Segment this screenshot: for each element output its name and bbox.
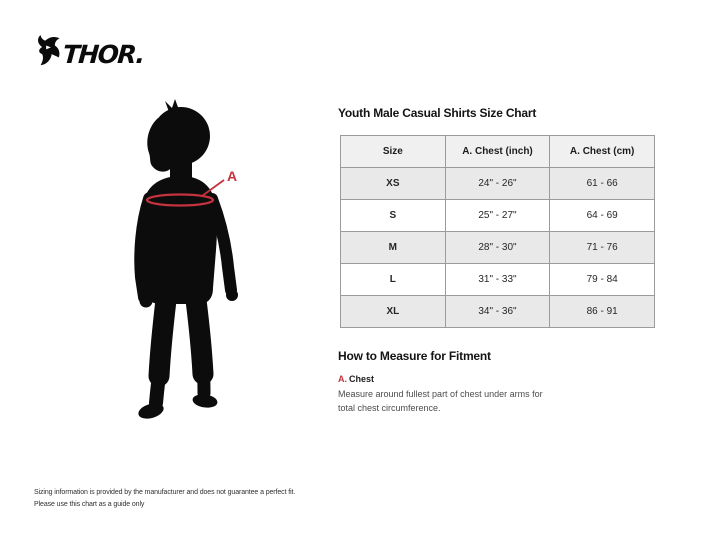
youth-body-silhouette xyxy=(137,99,238,421)
chest-inch-value: 34" - 36" xyxy=(445,296,550,328)
chest-cm-value: 86 - 91 xyxy=(550,296,655,328)
measure-label: Chest xyxy=(349,374,375,384)
thor-wordmark: THOR. xyxy=(61,39,145,69)
chest-inch-value: 28" - 30" xyxy=(445,232,550,264)
col-header-chest-cm: A. Chest (cm) xyxy=(550,136,655,168)
col-header-chest-inch: A. Chest (inch) xyxy=(445,136,550,168)
chest-inch-value: 25" - 27" xyxy=(445,200,550,232)
size-value: M xyxy=(341,232,446,264)
size-value: XL xyxy=(341,296,446,328)
disclaimer xyxy=(34,487,295,511)
measure-description: Measure around fullest part of chest under arms for total chest circumference. xyxy=(338,389,543,413)
measurement-label-a: A xyxy=(227,168,238,184)
table-header-row xyxy=(341,136,655,168)
col-header-size: Size xyxy=(341,136,446,168)
chest-cm-value: 79 - 84 xyxy=(550,264,655,296)
chest-cm-value: 71 - 76 xyxy=(550,232,655,264)
size-value: S xyxy=(341,200,446,232)
size-value: XS xyxy=(341,168,446,200)
size-chart-table xyxy=(340,135,655,328)
measure-key: A. xyxy=(338,374,347,384)
table-row xyxy=(341,296,655,328)
chest-cm-value: 61 - 66 xyxy=(550,168,655,200)
size-chart-title: Youth Male Casual Shirts Size Chart xyxy=(338,106,537,120)
table-row xyxy=(341,264,655,296)
disclaimer-line-1: Sizing information is provided by the manufacturer and does not guarantee a perfect fit. xyxy=(34,489,296,496)
table-row xyxy=(341,232,655,264)
disclaimer-line-2: Please use this chart as a guide only xyxy=(34,500,145,508)
measure-key-line xyxy=(338,374,558,384)
youth-silhouette xyxy=(0,0,300,540)
measure-guide-title: How to Measure for Fitment xyxy=(338,349,491,363)
table-row xyxy=(341,200,655,232)
measure-guide-item xyxy=(338,374,558,415)
size-value: L xyxy=(341,264,446,296)
chest-cm-value: 64 - 69 xyxy=(550,200,655,232)
chest-inch-value: 31" - 33" xyxy=(445,264,550,296)
table-row xyxy=(341,168,655,200)
chest-inch-value: 24" - 26" xyxy=(445,168,550,200)
